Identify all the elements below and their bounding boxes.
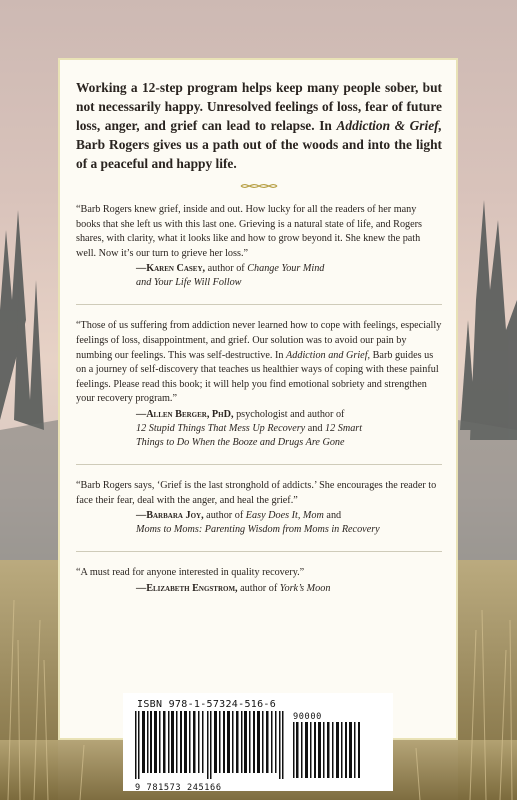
endorsement-quote: “A must read for anyone interested in quality recovery.” — [76, 567, 305, 579]
back-cover-panel — [58, 58, 458, 740]
endorsement-quote: “Barb Rogers knew grief, inside and out. How lucky for all the readers of her many books that she left us with this last one. Grieving is a natural state of life, and Rogers shares, with clarity, what it looks like and how to grow beyond it. She knew the path well. Now it’s our turn to grieve her loss.” — [76, 204, 423, 259]
isbn-text: ISBN 978-1-57324-516-6 — [137, 699, 277, 710]
book-blurb — [76, 78, 442, 173]
isbn-barcode-box — [123, 693, 393, 791]
ornament-divider-icon — [239, 181, 279, 191]
addon-barcode-icon — [293, 722, 361, 778]
endorsement-attribution: —Elizabeth Engstrom, author of York’s Moon — [136, 582, 331, 594]
endorsement-quote: “Barb Rogers says, ‘Grief is the last stronghold of addicts.’ She encourages the reader to face their fear, deal with the anger, and heal the grief.” — [76, 479, 437, 506]
endorsement-attribution: —Barbara Joy, author of Easy Does It, Mom and Moms to Moms: Parenting Wisdom from Moms in Recovery — [136, 510, 380, 536]
divider — [76, 304, 442, 305]
endorsement-attribution: —Karen Casey, author of Change Your Mind and Your Life Will Follow — [136, 263, 325, 289]
blurb-text-1: Working a 12-step program helps keep many people sober, but not necessarily happy. Unresolved feelings of loss, fear of future loss, anger, and grief can lead to relapse. In — [76, 80, 442, 133]
endorsement-quote: “Those of us suffering from addiction never learned how to cope with feelings, especially feelings of loss, disappointment, and grief. Our solution was to avoid our pain by numbing our feelings. This was self-destructive. In Addiction and Grief, Barb guides us on a journey of self-discovery that teaches us healthier ways of coping with these painful feelings. Please read this book; it will help you find emotional sobriety and strengthen your recovery program.” — [76, 320, 442, 405]
ean-digits: 9 781573 245166 — [135, 783, 222, 793]
endorsement-attribution: —Allen Berger, PhD, psychologist and author of 12 Stupid Things That Mess Up Recovery and 12 Smart Things to Do When the Booze and Drugs Are Gone — [136, 408, 363, 448]
blurb-text-2: Barb Rogers gives us a path out of the woods and into the light of a peaceful and happy life. — [76, 137, 442, 171]
divider — [76, 551, 442, 552]
endorsement-engstrom — [76, 566, 442, 596]
divider — [76, 464, 442, 465]
addon-digits: 90000 — [293, 712, 322, 722]
blurb-book-title: Addiction & Grief, — [336, 118, 442, 133]
endorsement-casey — [76, 203, 442, 290]
endorsement-berger — [76, 319, 442, 450]
endorsement-joy — [76, 479, 442, 537]
ean-barcode-icon — [135, 711, 285, 779]
